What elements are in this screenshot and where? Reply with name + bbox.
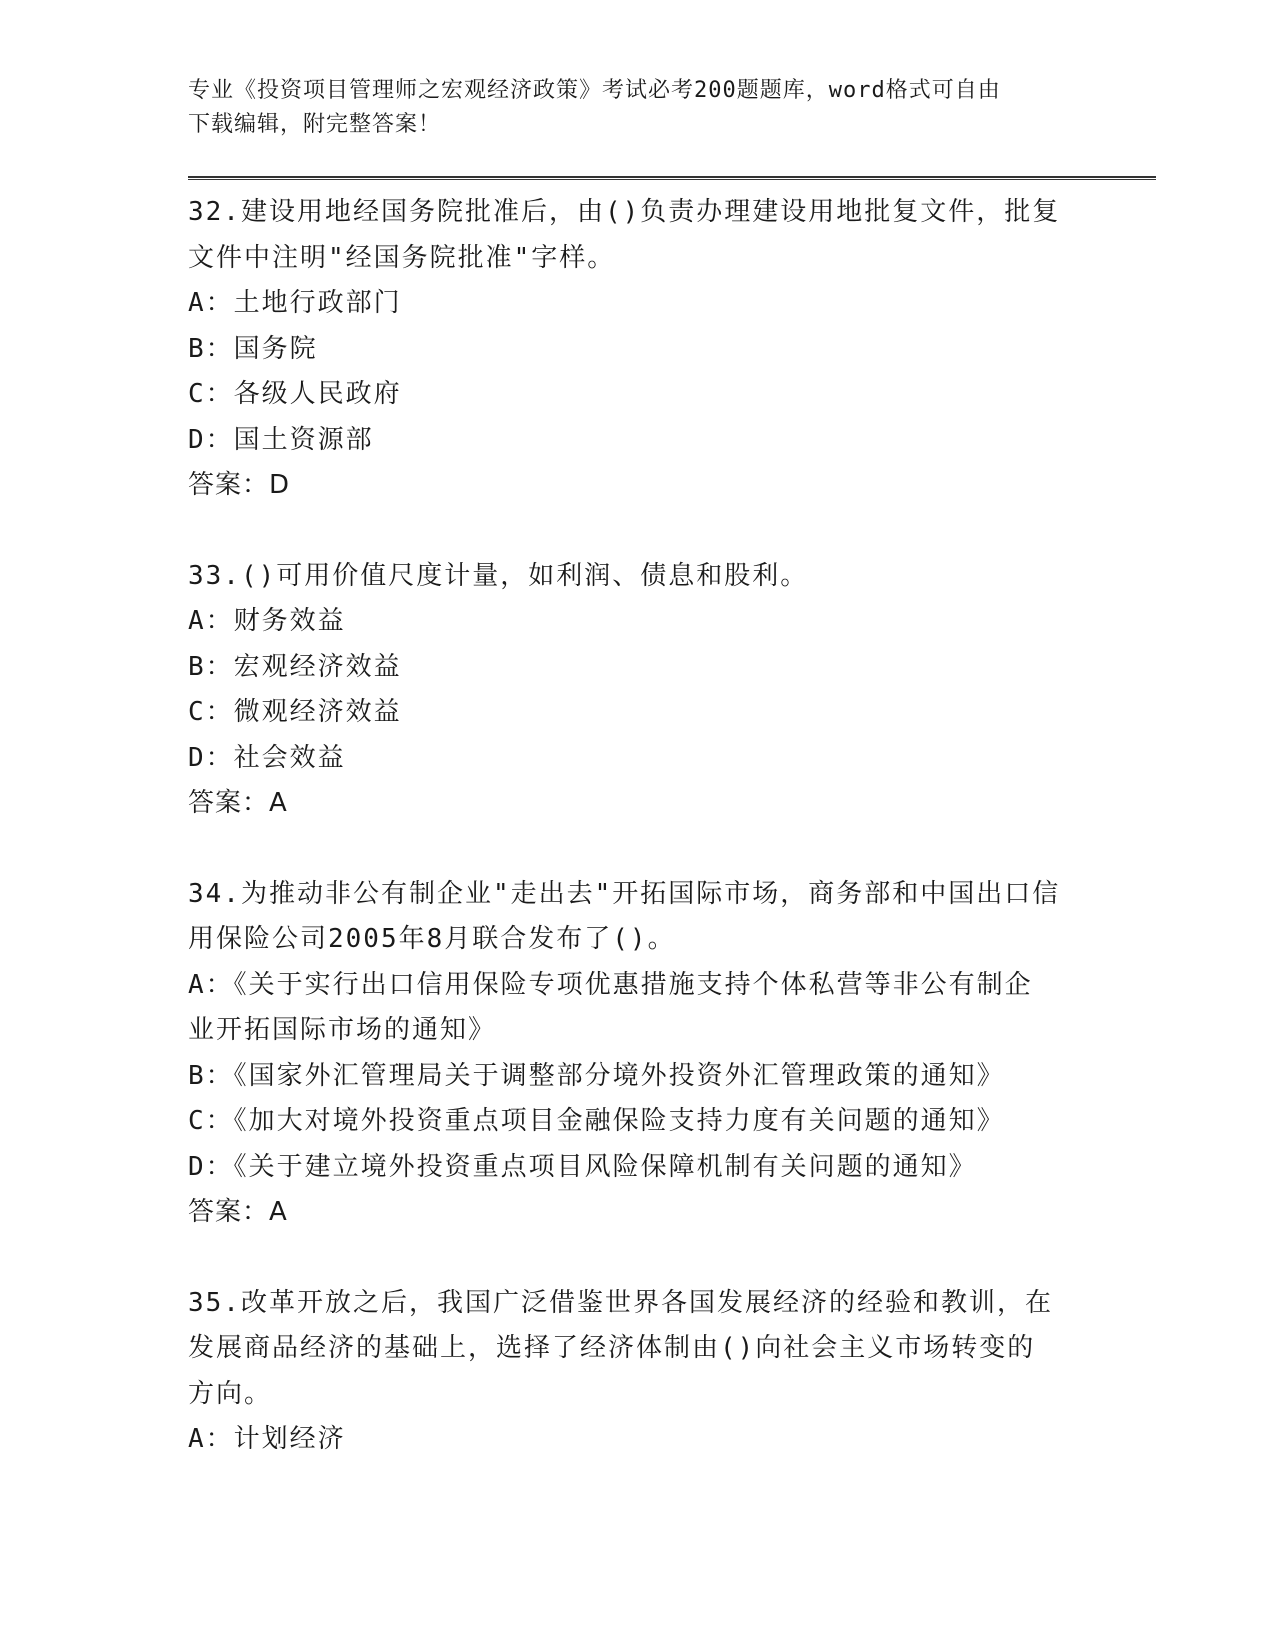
option-d: D：国土资源部 <box>188 424 374 455</box>
option-a: A：财务效益 <box>188 606 346 636</box>
question-stem: 34.为推动非公有制企业"走出去"开拓国际市场，商务部和中国出口信 <box>188 878 1061 909</box>
header-divider <box>188 176 1156 180</box>
option-a: A：土地行政部门 <box>188 288 402 318</box>
answer-line: 答案：D <box>188 470 291 500</box>
question-stem: 35.改革开放之后，我国广泛借鉴世界各国发展经济的经验和教训，在 <box>188 1287 1053 1318</box>
option-a: A：《关于实行出口信用保险专项优惠措施支持个体私营等非公有制企 <box>188 969 1033 1000</box>
option-a-continued: 业开拓国际市场的通知》 <box>188 1015 497 1045</box>
header-line-2: 下载编辑，附完整答案！ <box>188 112 442 137</box>
option-d: D：《关于建立境外投资重点项目风险保障机制有关问题的通知》 <box>188 1151 977 1182</box>
question-stem: 用保险公司2005年8月联合发布了()。 <box>188 924 676 954</box>
option-c: C：《加大对境外投资重点项目金融保险支持力度有关问题的通知》 <box>188 1106 1005 1136</box>
option-b: B：宏观经济效益 <box>188 651 402 682</box>
option-c: C：微观经济效益 <box>188 697 402 727</box>
question-list <box>188 190 1088 1508</box>
header-line-1: 专业《投资项目管理师之宏观经济政策》考试必考200题题库，word格式可自由 <box>188 78 1001 103</box>
question-stem: 33.()可用价值尺度计量，如利润、债息和股利。 <box>188 560 809 591</box>
question-stem: 发展商品经济的基础上，选择了经济体制由()向社会主义市场转变的 <box>188 1333 1036 1363</box>
option-b: B：国务院 <box>188 333 318 364</box>
answer-line: 答案：A <box>188 1197 288 1227</box>
document-header <box>188 74 1088 142</box>
option-a: A：计划经济 <box>188 1424 346 1454</box>
answer-line: 答案：A <box>188 788 288 818</box>
question-32 <box>188 190 1088 509</box>
question-33 <box>188 554 1088 827</box>
question-35 <box>188 1281 1088 1463</box>
question-stem: 文件中注明"经国务院批准"字样。 <box>188 242 616 273</box>
option-c: C：各级人民政府 <box>188 379 402 409</box>
option-b: B：《国家外汇管理局关于调整部分境外投资外汇管理政策的通知》 <box>188 1060 1005 1091</box>
question-stem: 32.建设用地经国务院批准后，由()负责办理建设用地批复文件，批复 <box>188 197 1061 227</box>
question-34 <box>188 872 1088 1236</box>
question-stem: 方向。 <box>188 1378 273 1409</box>
option-d: D：社会效益 <box>188 742 346 773</box>
